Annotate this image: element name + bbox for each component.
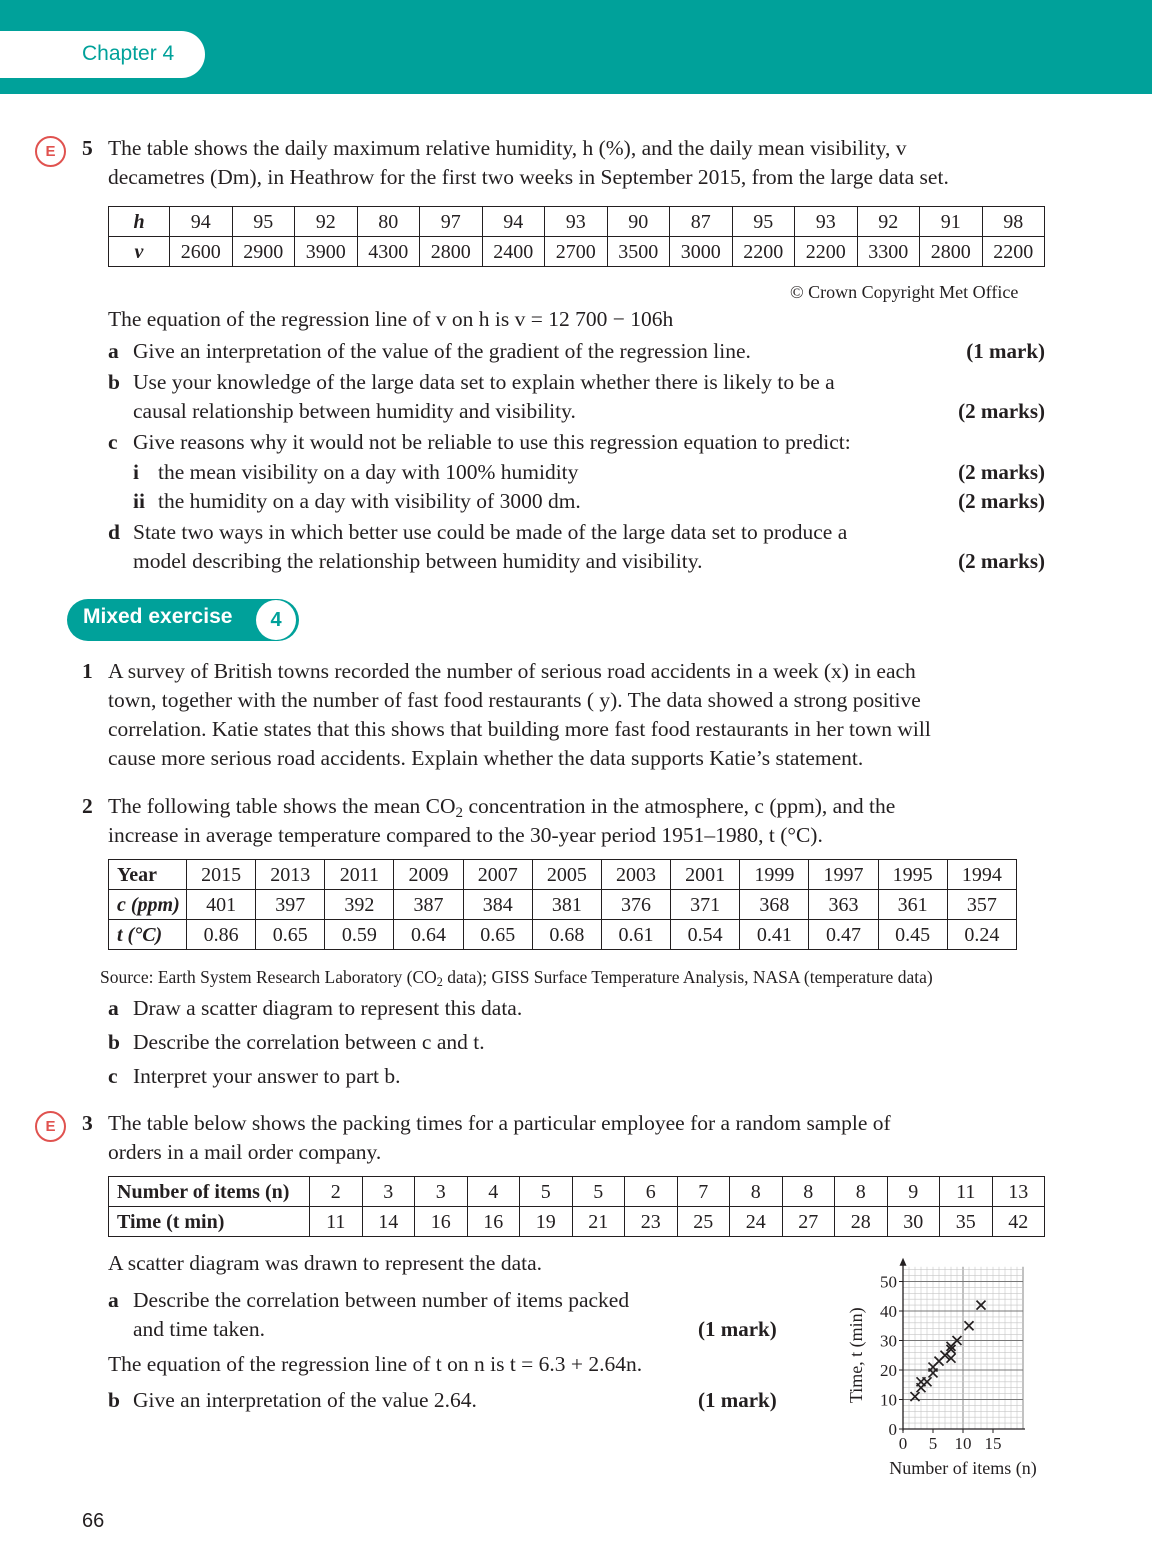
table-cell-n: 3 <box>362 1177 415 1207</box>
table-row-h <box>109 207 1045 237</box>
humidity-visibility-table <box>108 206 1045 267</box>
table-cell-c: 397 <box>256 890 325 920</box>
m3-scatter-text: A scatter diagram was drawn to represent the data. <box>108 1251 543 1275</box>
m3-part-a-line2: and time taken. <box>133 1317 265 1341</box>
question-number: 2 <box>82 794 93 818</box>
y-axis-title: Time, t (min) <box>846 1307 866 1404</box>
m2-line1: The following table shows the mean $CO_2$ concentration in the atmosphere, c (ppm), and the <box>108 794 896 821</box>
marks-label: (2 marks) <box>958 489 1045 513</box>
table-cell-t: 0.41 <box>740 920 809 950</box>
question-number: 1 <box>82 659 93 683</box>
row-header-c: c (ppm) <box>109 890 187 920</box>
y-axis-arrow <box>900 1258 907 1266</box>
table-cell-t: 28 <box>835 1207 888 1237</box>
subpart-label-ii: ii <box>133 489 145 513</box>
q5-intro-line1: The table shows the daily maximum relative humidity, h (%), and the daily mean visibility, v <box>108 136 907 160</box>
table-cell-t: 42 <box>992 1207 1045 1237</box>
table-cell-t: 0.61 <box>601 920 670 950</box>
y-tick-label: 20 <box>880 1361 897 1380</box>
table-row-t <box>109 1207 1045 1237</box>
table-cell-t: 14 <box>362 1207 415 1237</box>
table-cell-t: 16 <box>415 1207 468 1237</box>
table-cell-n: 9 <box>887 1177 940 1207</box>
x-axis-title: Number of items (n) <box>889 1458 1037 1478</box>
table-cell-year: 2009 <box>394 860 463 890</box>
table-cell-t: 11 <box>310 1207 363 1237</box>
table-cell-h: 91 <box>920 207 983 237</box>
row-header-h: h <box>109 207 170 237</box>
row-header-n: Number of items (n) <box>109 1177 310 1207</box>
table-cell-h: 95 <box>732 207 795 237</box>
table-cell-n: 2 <box>310 1177 363 1207</box>
x-tick-label: 5 <box>928 1434 938 1453</box>
regression-equation: The equation of the regression line of v on h is v = 12 700 − 106h <box>108 307 674 331</box>
table-cell-year: 1995 <box>878 860 947 890</box>
marks-label: (2 marks) <box>958 399 1045 423</box>
table-cell-n: 13 <box>992 1177 1045 1207</box>
table-cell-n: 5 <box>572 1177 625 1207</box>
table-row-v <box>109 237 1045 267</box>
marks-label: (2 marks) <box>958 460 1045 484</box>
table-cell-v: 2200 <box>982 237 1045 267</box>
row-header-t: Time (t min) <box>109 1207 310 1237</box>
table-cell-c: 363 <box>809 890 878 920</box>
table-cell-t: 0.59 <box>325 920 394 950</box>
table-cell-year: 1999 <box>740 860 809 890</box>
data-source-note: Source: Earth System Research Laboratory ($CO_2$ data); GISS Surface Temperature Analysis, NASA (temperature data) <box>100 967 933 990</box>
part-label-b: b <box>108 1030 120 1054</box>
x-tick-label: 15 <box>984 1434 1002 1453</box>
table-cell-c: 361 <box>878 890 947 920</box>
m2-part-a-text: Draw a scatter diagram to represent this data. <box>133 996 523 1020</box>
table-cell-t: 0.86 <box>187 920 256 950</box>
m3-line2: orders in a mail order company. <box>108 1140 382 1164</box>
table-cell-h: 90 <box>607 207 670 237</box>
part-label-b: b <box>108 1388 120 1412</box>
table-cell-v: 3000 <box>670 237 733 267</box>
x-tick-label: 0 <box>898 1434 908 1453</box>
table-cell-year: 2015 <box>187 860 256 890</box>
y-tick-label: 0 <box>888 1420 897 1439</box>
table-cell-h: 93 <box>545 207 608 237</box>
table-cell-c: 401 <box>187 890 256 920</box>
table-cell-v: 2200 <box>795 237 858 267</box>
table-cell-v: 2600 <box>170 237 233 267</box>
table-cell-year: 2007 <box>463 860 532 890</box>
table-cell-n: 4 <box>467 1177 520 1207</box>
table-cell-t: 35 <box>940 1207 993 1237</box>
table-cell-t: 0.65 <box>463 920 532 950</box>
table-cell-h: 98 <box>982 207 1045 237</box>
packing-times-table <box>108 1176 1045 1237</box>
table-cell-h: 94 <box>170 207 233 237</box>
table-cell-n: 3 <box>415 1177 468 1207</box>
table-cell-year: 1997 <box>809 860 878 890</box>
table-cell-year: 2003 <box>601 860 670 890</box>
table-cell-h: 92 <box>857 207 920 237</box>
table-cell-year: 1994 <box>947 860 1016 890</box>
part-label-c: c <box>108 1064 118 1088</box>
question-number: 5 <box>82 136 93 160</box>
row-header-year: Year <box>109 860 187 890</box>
table-cell-c: 384 <box>463 890 532 920</box>
table-cell-t: 0.64 <box>394 920 463 950</box>
part-label-a: a <box>108 996 119 1020</box>
table-cell-h: 93 <box>795 207 858 237</box>
q5-part-b-line1: Use your knowledge of the large data set to explain whether there is likely to be a <box>133 370 835 394</box>
m3-part-a-line1: Describe the correlation between number of items packed <box>133 1288 630 1312</box>
marks-label: (2 marks) <box>958 549 1045 573</box>
mixed-exercise-number: 4 <box>256 600 296 640</box>
table-cell-h: 92 <box>295 207 358 237</box>
table-cell-t: 23 <box>625 1207 678 1237</box>
packing-time-scatter-chart <box>840 1248 1052 1480</box>
m1-line4: cause more serious road accidents. Explain whether the data supports Katie’s statement. <box>108 746 864 770</box>
m2-part-b-text: Describe the correlation between c and t. <box>133 1030 485 1054</box>
table-cell-c: 376 <box>601 890 670 920</box>
part-label-d: d <box>108 520 120 544</box>
table-cell-h: 97 <box>420 207 483 237</box>
table-cell-year: 2001 <box>671 860 740 890</box>
m2-line2: increase in average temperature compared to the 30-year period 1951–1980, t (°C). <box>108 823 823 847</box>
q5-part-b-line2: causal relationship between humidity and visibility. <box>133 399 576 423</box>
table-cell-h: 80 <box>357 207 420 237</box>
table-cell-t: 24 <box>730 1207 783 1237</box>
m1-line3: correlation. Katie states that this shows that building more fast food restaurants in her town will <box>108 717 931 741</box>
m3-part-b-text: Give an interpretation of the value 2.64. <box>133 1388 477 1412</box>
table-cell-c: 357 <box>947 890 1016 920</box>
co2-temperature-table <box>108 859 1017 950</box>
x-tick-label: 10 <box>954 1434 972 1453</box>
table-cell-h: 87 <box>670 207 733 237</box>
table-row-t <box>109 920 1017 950</box>
table-cell-c: 371 <box>671 890 740 920</box>
table-row-c <box>109 890 1017 920</box>
chapter-label: Chapter 4 <box>82 42 175 65</box>
table-cell-t: 0.45 <box>878 920 947 950</box>
table-cell-t: 0.47 <box>809 920 878 950</box>
subpart-label-i: i <box>133 460 139 484</box>
marks-label: (1 mark) <box>966 339 1045 363</box>
table-cell-t: 0.24 <box>947 920 1016 950</box>
mixed-exercise-heading: Mixed exercise <box>83 605 233 628</box>
table-cell-v: 2900 <box>232 237 295 267</box>
marks-label: (1 mark) <box>698 1388 777 1412</box>
table-cell-n: 8 <box>835 1177 888 1207</box>
table-cell-t: 21 <box>572 1207 625 1237</box>
table-cell-h: 95 <box>232 207 295 237</box>
m3-line1: The table below shows the packing times for a particular employee for a random sample of <box>108 1111 891 1135</box>
table-cell-n: 7 <box>677 1177 730 1207</box>
q5-part-a-text: Give an interpretation of the value of the gradient of the regression line. <box>133 339 751 363</box>
table-cell-t: 25 <box>677 1207 730 1237</box>
table-cell-v: 2800 <box>920 237 983 267</box>
part-label-a: a <box>108 1288 119 1312</box>
table-cell-c: 368 <box>740 890 809 920</box>
table-row-year <box>109 860 1017 890</box>
copyright-note: © Crown Copyright Met Office <box>790 282 1019 302</box>
q5-part-d-line2: model describing the relationship between humidity and visibility. <box>133 549 703 573</box>
table-cell-c: 381 <box>532 890 601 920</box>
q5-part-d-line1: State two ways in which better use could be made of the large data set to produce a <box>133 520 848 544</box>
table-cell-c: 387 <box>394 890 463 920</box>
table-cell-t: 0.65 <box>256 920 325 950</box>
question-number: 3 <box>82 1111 93 1135</box>
marks-label: (1 mark) <box>698 1317 777 1341</box>
table-cell-v: 2700 <box>545 237 608 267</box>
table-cell-t: 0.68 <box>532 920 601 950</box>
row-header-t: t (°C) <box>109 920 187 950</box>
table-cell-year: 2005 <box>532 860 601 890</box>
q5-intro-line2: decametres (Dm), in Heathrow for the first two weeks in September 2015, from the large data set. <box>108 165 949 189</box>
part-label-a: a <box>108 339 119 363</box>
table-cell-t: 19 <box>520 1207 573 1237</box>
table-cell-t: 27 <box>782 1207 835 1237</box>
exam-style-badge: E <box>35 136 66 167</box>
table-cell-n: 8 <box>782 1177 835 1207</box>
m1-line2: town, together with the number of fast food restaurants ( y). The data showed a strong positive <box>108 688 921 712</box>
table-cell-v: 2200 <box>732 237 795 267</box>
m1-line1: A survey of British towns recorded the number of serious road accidents in a week (x) in each <box>108 659 916 683</box>
table-cell-t: 30 <box>887 1207 940 1237</box>
table-cell-n: 8 <box>730 1177 783 1207</box>
y-tick-label: 10 <box>880 1390 897 1410</box>
table-cell-v: 3500 <box>607 237 670 267</box>
table-cell-n: 5 <box>520 1177 573 1207</box>
y-tick-label: 50 <box>880 1272 897 1292</box>
y-tick-label: 30 <box>880 1331 897 1351</box>
table-cell-t: 16 <box>467 1207 520 1237</box>
table-cell-v: 3900 <box>295 237 358 267</box>
page-number: 66 <box>82 1510 105 1532</box>
q5-part-cii-text: the humidity on a day with visibility of 3000 dm. <box>158 489 581 513</box>
table-cell-v: 3300 <box>857 237 920 267</box>
part-label-c: c <box>108 430 118 454</box>
q5-part-ci-text: the mean visibility on a day with 100% humidity <box>158 460 579 484</box>
table-cell-v: 4300 <box>357 237 420 267</box>
part-label-b: b <box>108 370 120 394</box>
table-cell-n: 6 <box>625 1177 678 1207</box>
table-cell-year: 2011 <box>325 860 394 890</box>
table-cell-year: 2013 <box>256 860 325 890</box>
table-row-n <box>109 1177 1045 1207</box>
table-cell-h: 94 <box>482 207 545 237</box>
m2-part-c-text: Interpret your answer to part b. <box>133 1064 401 1088</box>
exam-style-badge: E <box>35 1111 66 1142</box>
row-header-v: v <box>109 237 170 267</box>
table-cell-n: 11 <box>940 1177 993 1207</box>
table-cell-t: 0.54 <box>671 920 740 950</box>
q5-part-c-text: Give reasons why it would not be reliable to use this regression equation to predict: <box>133 430 851 454</box>
m3-equation: The equation of the regression line of t on n is t = 6.3 + 2.64n. <box>108 1352 643 1376</box>
table-cell-v: 2800 <box>420 237 483 267</box>
table-cell-c: 392 <box>325 890 394 920</box>
y-tick-label: 40 <box>880 1302 897 1321</box>
table-cell-v: 2400 <box>482 237 545 267</box>
